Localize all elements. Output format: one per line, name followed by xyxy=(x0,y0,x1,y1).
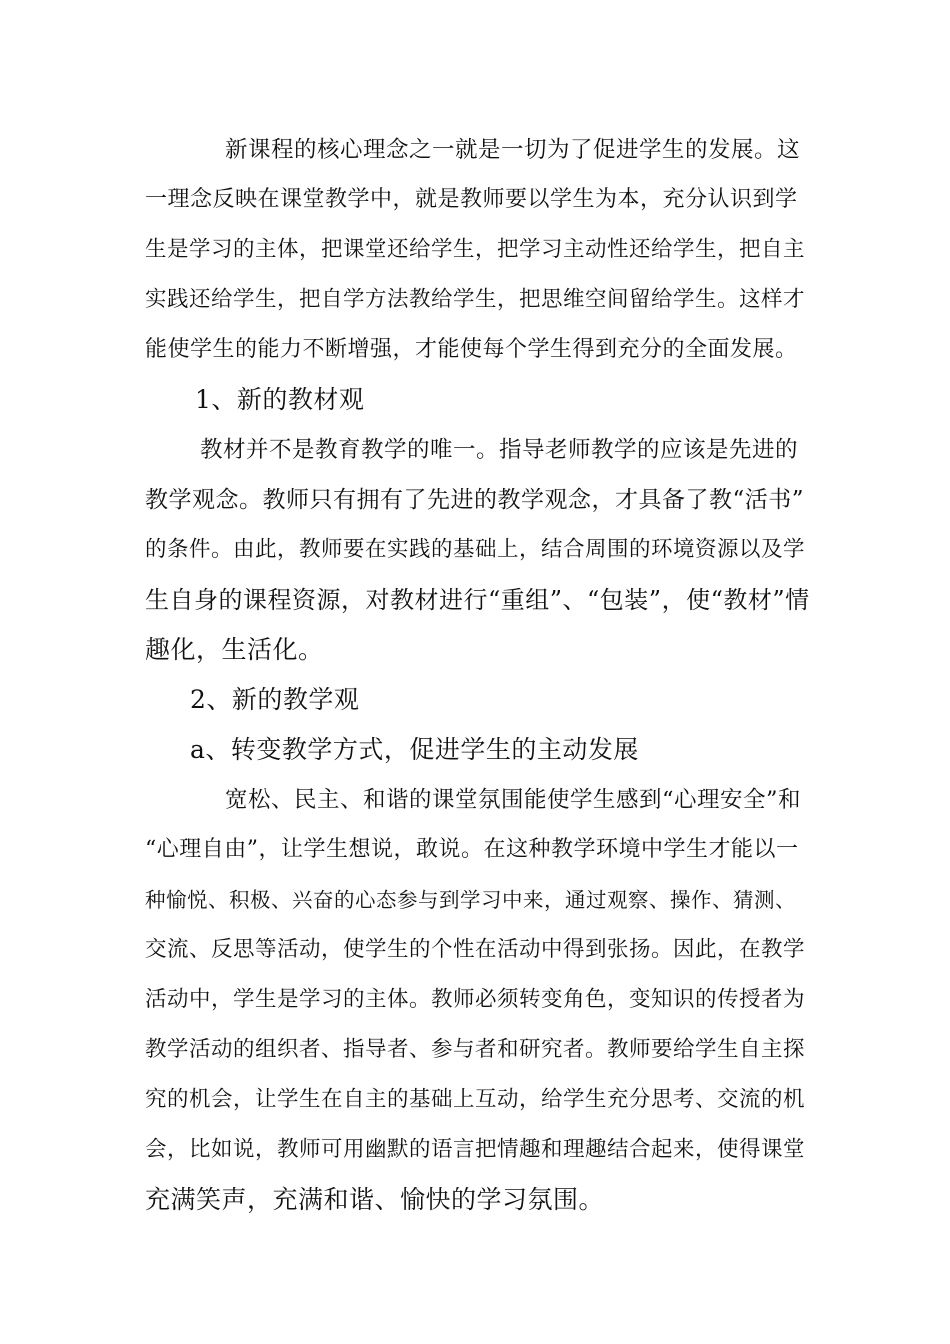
paragraph-3-line-2: “心理自由”，让学生想说，敢说。在这种教学环境中学生才能以一 xyxy=(145,837,799,862)
paragraph-3-line-8: 会，比如说，教师可用幽默的语言把情趣和理趣结合起来，使得课堂 xyxy=(145,1137,806,1162)
paragraph-1-line-1: 新课程的核心理念之一就是一切为了促进学生的发展。这 xyxy=(225,137,801,163)
paragraph-3-line-4: 交流、反思等活动，使学生的个性在活动中得到张扬。因此，在教学 xyxy=(145,937,806,962)
section-heading-1: 1、新的教材观 xyxy=(195,385,365,414)
paragraph-1-line-2: 一理念反映在课堂教学中，就是教师要以学生为本，充分认识到学 xyxy=(145,187,798,212)
paragraph-3-line-5: 活动中，学生是学习的主体。教师必须转变角色，变知识的传授者为 xyxy=(145,987,806,1012)
paragraph-3-line-9: 充满笑声，充满和谐、愉快的学习氛围。 xyxy=(145,1185,605,1214)
paragraph-3-line-1: 宽松、民主、和谐的课堂氛围能使学生感到“心理安全”和 xyxy=(225,787,802,813)
paragraph-1-line-5: 能使学生的能力不断增强，才能使每个学生得到充分的全面发展。 xyxy=(145,337,798,362)
paragraph-2-line-5: 趣化，生活化。 xyxy=(145,635,324,664)
paragraph-2-line-4: 生自身的课程资源，对教材进行“重组”、“包装”，使“教材”情 xyxy=(145,586,810,614)
paragraph-2-line-1: 教材并不是教育教学的唯一。指导老师教学的应该是先进的 xyxy=(200,437,799,463)
section-heading-2: 2、新的教学观 xyxy=(190,685,360,714)
paragraph-2-line-2: 教学观念。教师只有拥有了先进的教学观念，才具备了教“活书” xyxy=(145,487,805,513)
paragraph-3-line-6: 教学活动的组织者、指导者、参与者和研究者。教师要给学生自主探 xyxy=(145,1037,806,1062)
paragraph-1-line-4: 实践还给学生，把自学方法教给学生，把思维空间留给学生。这样才 xyxy=(145,287,806,312)
paragraph-2-line-3: 的条件。由此，教师要在实践的基础上，结合周围的环境资源以及学 xyxy=(145,537,806,562)
paragraph-3-line-3: 种愉悦、积极、兴奋的心态参与到学习中来，通过观察、操作、猜测、 xyxy=(145,888,796,912)
subsection-heading-a: a、转变教学方式，促进学生的主动发展 xyxy=(190,735,639,764)
paragraph-1-line-3: 生是学习的主体，把课堂还给学生，把学习主动性还给学生，把自主 xyxy=(145,237,806,262)
paragraph-3-line-7: 究的机会，让学生在自主的基础上互动，给学生充分思考、交流的机 xyxy=(145,1087,806,1112)
